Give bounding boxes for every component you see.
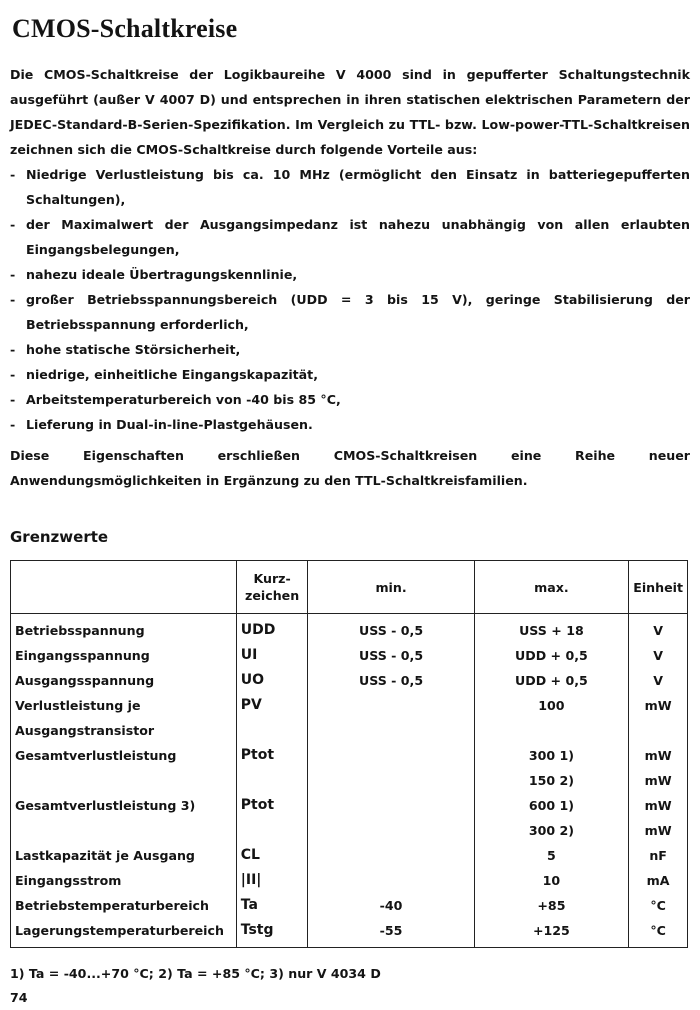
unit-cell: °C: [629, 918, 688, 948]
unit-cell: [629, 718, 688, 743]
max-cell: 300 2): [474, 818, 629, 843]
param-cell: Eingangsspannung: [11, 643, 237, 668]
param-cell: [11, 768, 237, 793]
unit-cell: mW: [629, 743, 688, 768]
table-row: [11, 718, 688, 743]
feature-item: - nahezu ideale Übertragungskennlinie,: [10, 267, 298, 282]
table-row: [11, 768, 688, 793]
max-cell: 5: [474, 843, 629, 868]
feature-item: - hohe statische Störsicherheit,: [10, 342, 241, 357]
footnote: 1) Ta = -40...+70 °C; 2) Ta = +85 °C; 3) nur V 4034 D: [10, 966, 381, 981]
table-row: [11, 614, 688, 644]
min-cell: [308, 818, 474, 843]
table-row: [11, 843, 688, 868]
unit-cell: V: [629, 643, 688, 668]
symbol-cell: [236, 818, 308, 843]
table-row: [11, 893, 688, 918]
min-cell: [308, 768, 474, 793]
header-parameter: [11, 561, 237, 614]
unit-cell: mW: [629, 768, 688, 793]
table-row: [11, 743, 688, 768]
symbol-cell: [236, 718, 308, 743]
max-cell: +85: [474, 893, 629, 918]
param-cell: Lastkapazität je Ausgang: [11, 843, 237, 868]
max-cell: +125: [474, 918, 629, 948]
feature-item: - der Maximalwert der Ausgangsimpedanz ist nahezu unabhängig von allen erlaubten Eingangsbelegungen,: [10, 217, 690, 257]
max-cell: UDD + 0,5: [474, 668, 629, 693]
min-cell: [308, 843, 474, 868]
feature-item: - Arbeitstemperaturbereich von -40 bis 85 °C,: [10, 392, 341, 407]
symbol-cell: Ptot: [236, 793, 308, 818]
symbol-cell: CL: [236, 843, 308, 868]
max-cell: 100: [474, 693, 629, 718]
min-cell: [308, 718, 474, 743]
max-cell: 300 1): [474, 743, 629, 768]
min-cell: -40: [308, 893, 474, 918]
table-row: [11, 868, 688, 893]
symbol-cell: UO: [236, 668, 308, 693]
max-cell: UDD + 0,5: [474, 643, 629, 668]
symbol-cell: PV: [236, 693, 308, 718]
min-cell: [308, 793, 474, 818]
max-cell: USS + 18: [474, 614, 629, 644]
unit-cell: °C: [629, 893, 688, 918]
unit-cell: mW: [629, 818, 688, 843]
min-cell: USS - 0,5: [308, 614, 474, 644]
page-number: 74: [10, 990, 28, 1005]
max-cell: 600 1): [474, 793, 629, 818]
min-cell: USS - 0,5: [308, 643, 474, 668]
symbol-cell: Ptot: [236, 743, 308, 768]
feature-item: - Niedrige Verlustleistung bis ca. 10 MHz (ermöglicht den Einsatz in batteriegepufferten Schaltungen),: [10, 167, 690, 207]
table-row: [11, 693, 688, 718]
symbol-cell: UI: [236, 643, 308, 668]
unit-cell: mA: [629, 868, 688, 893]
table-row: [11, 668, 688, 693]
unit-cell: mW: [629, 793, 688, 818]
header-unit: Einheit: [629, 561, 688, 614]
intro-paragraph: Die CMOS-Schaltkreise der Logikbaureihe V 4000 sind in gepufferter Schaltungstechnik ausgeführt (außer V 4007 D) und entsprechen in ihren statischen elektrischen Parametern der JEDEC-Standard-B-Serien-Spezifikation. Im Vergleich zu TTL- bzw. Low-power-TTL-Schaltkreisen zeichnen sich die CMOS-Schaltkreise durch folgende Vorteile aus:: [10, 67, 690, 157]
max-cell: 150 2): [474, 768, 629, 793]
header-max: max.: [474, 561, 629, 614]
param-cell: Betriebstemperaturbereich: [11, 893, 237, 918]
symbol-cell: Ta: [236, 893, 308, 918]
max-cell: [474, 718, 629, 743]
param-cell: Ausgangsspannung: [11, 668, 237, 693]
min-cell: USS - 0,5: [308, 668, 474, 693]
param-cell: Gesamtverlustleistung: [11, 743, 237, 768]
symbol-cell: UDD: [236, 614, 308, 644]
section-heading-grenzwerte: Grenzwerte: [10, 528, 109, 546]
feature-item: - niedrige, einheitliche Eingangskapazität,: [10, 367, 318, 382]
min-cell: [308, 868, 474, 893]
table-row: [11, 643, 688, 668]
unit-cell: V: [629, 614, 688, 644]
min-cell: [308, 693, 474, 718]
param-cell: Eingangsstrom: [11, 868, 237, 893]
param-cell: Ausgangstransistor: [11, 718, 237, 743]
max-cell: 10: [474, 868, 629, 893]
limits-table: [10, 560, 688, 948]
table-row: [11, 918, 688, 948]
min-cell: [308, 743, 474, 768]
table-header-row: [11, 561, 688, 614]
unit-cell: nF: [629, 843, 688, 868]
param-cell: Gesamtverlustleistung 3): [11, 793, 237, 818]
feature-item: - großer Betriebsspannungsbereich (UDD = 3 bis 15 V), geringe Stabilisierung der Betriebsspannung erforderlich,: [10, 292, 690, 332]
param-cell: Lagerungstemperaturbereich: [11, 918, 237, 948]
symbol-cell: Tstg: [236, 918, 308, 948]
feature-list: [10, 162, 690, 437]
page-title: CMOS-Schaltkreise: [12, 14, 238, 43]
symbol-cell: |II|: [236, 868, 308, 893]
param-cell: Verlustleistung je: [11, 693, 237, 718]
param-cell: [11, 818, 237, 843]
closing-paragraph: Diese Eigenschaften erschließen CMOS-Schaltkreisen eine Reihe neuer Anwendungsmöglichkeiten in Ergänzung zu den TTL-Schaltkreisfamilien.: [10, 448, 690, 488]
param-cell: Betriebsspannung: [11, 614, 237, 644]
intro-section: [10, 62, 690, 493]
header-symbol: Kurz- zeichen: [236, 561, 308, 614]
symbol-cell: [236, 768, 308, 793]
header-min: min.: [308, 561, 474, 614]
unit-cell: mW: [629, 693, 688, 718]
feature-item: - Lieferung in Dual-in-line-Plastgehäusen.: [10, 417, 313, 432]
min-cell: -55: [308, 918, 474, 948]
table-row: [11, 818, 688, 843]
table-row: [11, 793, 688, 818]
unit-cell: V: [629, 668, 688, 693]
